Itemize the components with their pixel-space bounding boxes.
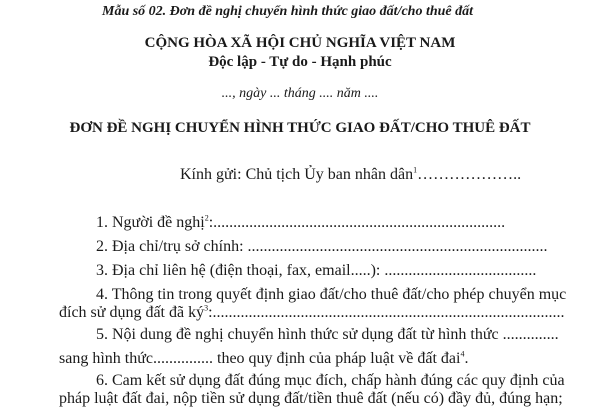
item-1-label: 1. Người đề nghị	[96, 214, 205, 231]
national-title: CỘNG HÒA XÃ HỘI CHỦ NGHĨA VIỆT NAM	[144, 35, 456, 51]
item-4-line-2	[59, 304, 565, 322]
item-5-line-1: 5. Nội dung đề nghị chuyển hình thức sử dụng đất từ hình thức ..............	[96, 326, 559, 343]
footnote-1: 1	[413, 165, 418, 175]
footnote-4: 4	[460, 349, 465, 359]
item-5-line-2	[59, 350, 468, 368]
item-4-dots: :........................................................................................	[208, 304, 565, 321]
item-4-label: đích sử dụng đất đã ký	[59, 304, 205, 321]
item-6-line-1: 6. Cam kết sử dụng đất đúng mục đích, chấp hành đúng các quy định của	[96, 372, 565, 389]
item-3: 3. Địa chỉ liên hệ (điện thoại, fax, email.....): ......................................	[96, 262, 537, 279]
document-title: ĐƠN ĐỀ NGHỊ CHUYỂN HÌNH THỨC GIAO ĐẤT/CHO THUÊ ĐẤT	[69, 120, 531, 136]
addressee	[180, 166, 521, 184]
item-5-label: sang hình thức............... theo quy định của pháp luật về đất đai	[59, 350, 461, 367]
addressee-text: Kính gửi: Chủ tịch Ủy ban nhân dân	[180, 166, 414, 183]
item-1	[96, 214, 505, 232]
addressee-dots: ………………..	[417, 166, 522, 183]
item-2: 2. Địa chỉ/trụ sở chính: ...........................................................................	[96, 238, 548, 255]
item-5-end: .	[464, 350, 469, 367]
form-number: Mẫu số 02. Đơn đề nghị chuyển hình thức giao đất/cho thuê đất	[102, 4, 474, 19]
item-4-line-1: 4. Thông tin trong quyết định giao đất/cho thuê đất/cho phép chuyển mục	[96, 286, 567, 303]
footnote-2: 2	[204, 213, 209, 223]
national-motto: Độc lập - Tự do - Hạnh phúc	[208, 54, 392, 70]
item-1-dots: :.........................................................................	[208, 214, 506, 231]
item-6-line-2: pháp luật đất đai, nộp tiền sử dụng đất/tiền thuê đất (nếu có) đầy đủ, đúng hạn;	[59, 390, 563, 407]
footnote-3: 3	[204, 303, 209, 313]
date-line: ..., ngày ... tháng .... năm ....	[221, 86, 379, 101]
